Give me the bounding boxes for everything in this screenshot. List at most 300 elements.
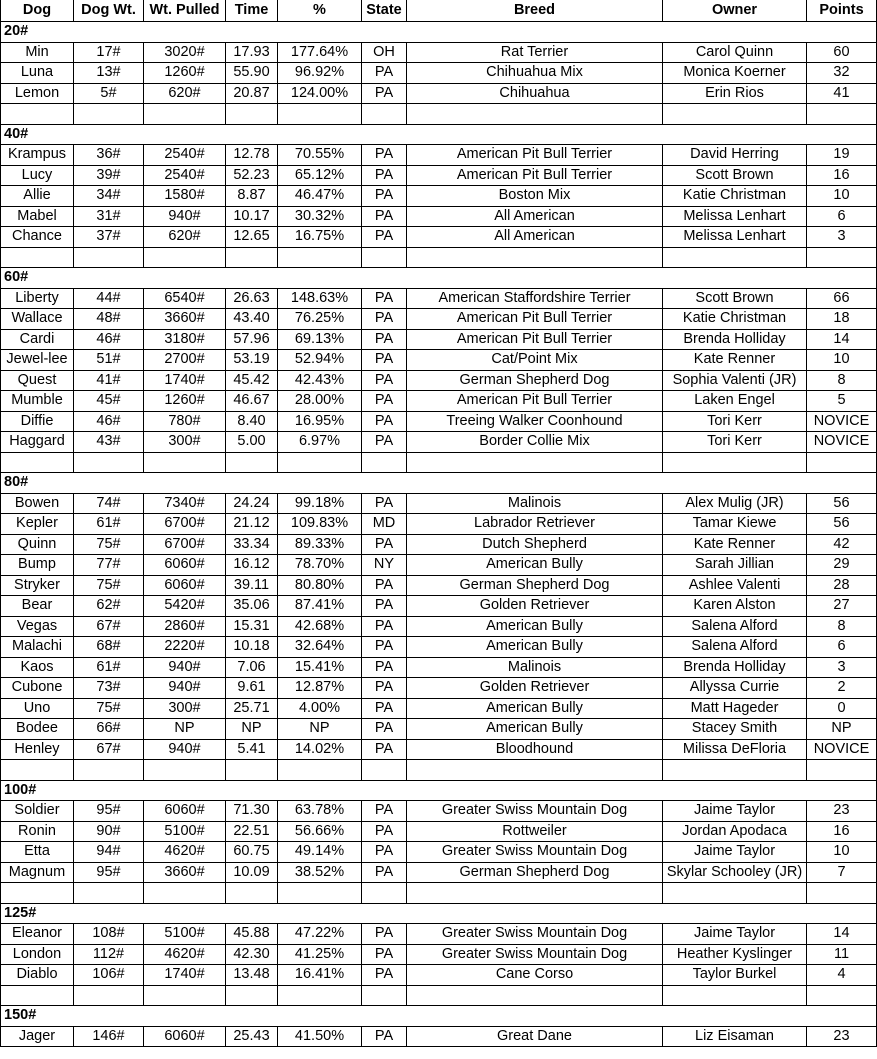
- empty-cell: [663, 104, 807, 125]
- cell-dog: Ronin: [1, 821, 74, 842]
- cell-points: 27: [807, 596, 877, 617]
- cell-points: 8: [807, 370, 877, 391]
- cell-dog: Bodee: [1, 719, 74, 740]
- cell-time: 7.06: [226, 657, 278, 678]
- cell-dog: Vegas: [1, 616, 74, 637]
- cell-breed: Cane Corso: [407, 965, 663, 986]
- spacer-row: [1, 883, 877, 904]
- cell-weight-pulled: 3660#: [144, 309, 226, 330]
- cell-dog-weight: 46#: [74, 411, 144, 432]
- cell-owner: Alex Mulig (JR): [663, 493, 807, 514]
- cell-weight-pulled: 3660#: [144, 862, 226, 883]
- cell-time: NP: [226, 719, 278, 740]
- cell-percent: 42.43%: [278, 370, 362, 391]
- cell-owner: Kate Renner: [663, 534, 807, 555]
- cell-weight-pulled: 6060#: [144, 1026, 226, 1047]
- table-row: [1, 83, 877, 104]
- column-header-weight-pulled: Wt. Pulled: [144, 0, 226, 22]
- cell-time: 20.87: [226, 83, 278, 104]
- cell-breed: Rat Terrier: [407, 42, 663, 63]
- cell-weight-pulled: 2540#: [144, 145, 226, 166]
- cell-owner: David Herring: [663, 145, 807, 166]
- cell-state: PA: [362, 596, 407, 617]
- cell-percent: 78.70%: [278, 555, 362, 576]
- cell-breed: German Shepherd Dog: [407, 370, 663, 391]
- cell-weight-pulled: 1740#: [144, 370, 226, 391]
- cell-weight-pulled: 3180#: [144, 329, 226, 350]
- cell-points: 4: [807, 965, 877, 986]
- cell-owner: Heather Kyslinger: [663, 944, 807, 965]
- empty-cell: [144, 760, 226, 781]
- cell-points: NOVICE: [807, 411, 877, 432]
- cell-time: 45.42: [226, 370, 278, 391]
- cell-dog-weight: 36#: [74, 145, 144, 166]
- cell-breed: Golden Retriever: [407, 596, 663, 617]
- cell-points: 41: [807, 83, 877, 104]
- empty-cell: [74, 247, 144, 268]
- cell-weight-pulled: 2860#: [144, 616, 226, 637]
- cell-dog: Etta: [1, 842, 74, 863]
- cell-dog-weight: 67#: [74, 739, 144, 760]
- cell-percent: 177.64%: [278, 42, 362, 63]
- cell-owner: Jaime Taylor: [663, 842, 807, 863]
- weight-class-label: 150#: [1, 1006, 877, 1027]
- cell-owner: Jaime Taylor: [663, 924, 807, 945]
- empty-cell: [144, 452, 226, 473]
- weight-class-label: 100#: [1, 780, 877, 801]
- cell-dog: Bowen: [1, 493, 74, 514]
- cell-owner: Stacey Smith: [663, 719, 807, 740]
- cell-time: 26.63: [226, 288, 278, 309]
- cell-percent: 6.97%: [278, 432, 362, 453]
- cell-dog: Mabel: [1, 206, 74, 227]
- cell-time: 42.30: [226, 944, 278, 965]
- cell-percent: 80.80%: [278, 575, 362, 596]
- cell-percent: 49.14%: [278, 842, 362, 863]
- cell-time: 21.12: [226, 514, 278, 535]
- cell-owner: Monica Koerner: [663, 63, 807, 84]
- cell-dog-weight: 44#: [74, 288, 144, 309]
- empty-cell: [144, 104, 226, 125]
- cell-breed: American Bully: [407, 616, 663, 637]
- empty-cell: [278, 883, 362, 904]
- cell-dog: Cubone: [1, 678, 74, 699]
- cell-time: 55.90: [226, 63, 278, 84]
- cell-weight-pulled: 6700#: [144, 534, 226, 555]
- cell-time: 60.75: [226, 842, 278, 863]
- cell-percent: 32.64%: [278, 637, 362, 658]
- cell-weight-pulled: NP: [144, 719, 226, 740]
- cell-state: PA: [362, 493, 407, 514]
- empty-cell: [407, 760, 663, 781]
- table-row: [1, 63, 877, 84]
- empty-cell: [807, 985, 877, 1006]
- column-header-state: State: [362, 0, 407, 22]
- cell-owner: Milissa DeFloria: [663, 739, 807, 760]
- cell-dog-weight: 73#: [74, 678, 144, 699]
- cell-weight-pulled: 2700#: [144, 350, 226, 371]
- cell-dog: London: [1, 944, 74, 965]
- table-row: [1, 801, 877, 822]
- empty-cell: [663, 452, 807, 473]
- cell-owner: Melissa Lenhart: [663, 227, 807, 248]
- cell-time: 45.88: [226, 924, 278, 945]
- cell-state: PA: [362, 1026, 407, 1047]
- cell-state: PA: [362, 186, 407, 207]
- spacer-row: [1, 760, 877, 781]
- empty-cell: [407, 883, 663, 904]
- table-row: [1, 432, 877, 453]
- header-row: [1, 0, 877, 22]
- cell-breed: Golden Retriever: [407, 678, 663, 699]
- empty-cell: [362, 104, 407, 125]
- table-row: [1, 329, 877, 350]
- column-header-owner: Owner: [663, 0, 807, 22]
- cell-dog-weight: 66#: [74, 719, 144, 740]
- cell-dog: Kaos: [1, 657, 74, 678]
- cell-breed: All American: [407, 227, 663, 248]
- table-row: [1, 719, 877, 740]
- empty-cell: [663, 247, 807, 268]
- weight-class-row: [1, 22, 877, 43]
- cell-percent: NP: [278, 719, 362, 740]
- cell-weight-pulled: 6540#: [144, 288, 226, 309]
- cell-dog: Mumble: [1, 391, 74, 412]
- table-row: [1, 493, 877, 514]
- cell-weight-pulled: 1260#: [144, 391, 226, 412]
- table-row: [1, 391, 877, 412]
- cell-points: NP: [807, 719, 877, 740]
- cell-breed: Chihuahua Mix: [407, 63, 663, 84]
- cell-breed: Greater Swiss Mountain Dog: [407, 944, 663, 965]
- cell-state: PA: [362, 83, 407, 104]
- cell-weight-pulled: 940#: [144, 739, 226, 760]
- cell-percent: 124.00%: [278, 83, 362, 104]
- empty-cell: [144, 883, 226, 904]
- empty-cell: [407, 104, 663, 125]
- table-row: [1, 657, 877, 678]
- empty-cell: [144, 247, 226, 268]
- table-row: [1, 739, 877, 760]
- table-row: [1, 698, 877, 719]
- cell-dog: Chance: [1, 227, 74, 248]
- cell-weight-pulled: 1260#: [144, 63, 226, 84]
- cell-state: PA: [362, 411, 407, 432]
- cell-breed: Greater Swiss Mountain Dog: [407, 842, 663, 863]
- empty-cell: [74, 104, 144, 125]
- cell-points: 18: [807, 309, 877, 330]
- cell-owner: Kate Renner: [663, 350, 807, 371]
- cell-dog-weight: 77#: [74, 555, 144, 576]
- empty-cell: [1, 883, 74, 904]
- cell-state: NY: [362, 555, 407, 576]
- cell-breed: Great Dane: [407, 1026, 663, 1047]
- cell-time: 8.40: [226, 411, 278, 432]
- cell-owner: Erin Rios: [663, 83, 807, 104]
- cell-breed: American Pit Bull Terrier: [407, 391, 663, 412]
- cell-state: PA: [362, 698, 407, 719]
- cell-state: OH: [362, 42, 407, 63]
- table-row: [1, 616, 877, 637]
- cell-time: 33.34: [226, 534, 278, 555]
- cell-time: 35.06: [226, 596, 278, 617]
- cell-time: 53.19: [226, 350, 278, 371]
- empty-cell: [226, 985, 278, 1006]
- table-row: [1, 534, 877, 555]
- cell-breed: Border Collie Mix: [407, 432, 663, 453]
- cell-dog: Diablo: [1, 965, 74, 986]
- cell-breed: American Pit Bull Terrier: [407, 165, 663, 186]
- cell-owner: Skylar Schooley (JR): [663, 862, 807, 883]
- cell-percent: 38.52%: [278, 862, 362, 883]
- cell-breed: American Bully: [407, 637, 663, 658]
- cell-dog-weight: 5#: [74, 83, 144, 104]
- cell-points: 10: [807, 842, 877, 863]
- cell-dog: Magnum: [1, 862, 74, 883]
- cell-breed: Cat/Point Mix: [407, 350, 663, 371]
- cell-points: 56: [807, 493, 877, 514]
- cell-dog: Stryker: [1, 575, 74, 596]
- empty-cell: [278, 985, 362, 1006]
- cell-time: 12.65: [226, 227, 278, 248]
- empty-cell: [362, 760, 407, 781]
- cell-owner: Jordan Apodaca: [663, 821, 807, 842]
- cell-points: 60: [807, 42, 877, 63]
- cell-percent: 89.33%: [278, 534, 362, 555]
- cell-dog-weight: 95#: [74, 862, 144, 883]
- cell-owner: Carol Quinn: [663, 42, 807, 63]
- cell-time: 43.40: [226, 309, 278, 330]
- cell-state: PA: [362, 63, 407, 84]
- cell-percent: 16.41%: [278, 965, 362, 986]
- empty-cell: [74, 985, 144, 1006]
- cell-points: 3: [807, 657, 877, 678]
- cell-points: 16: [807, 821, 877, 842]
- cell-breed: Bloodhound: [407, 739, 663, 760]
- cell-owner: Sophia Valenti (JR): [663, 370, 807, 391]
- cell-time: 17.93: [226, 42, 278, 63]
- cell-points: 3: [807, 227, 877, 248]
- cell-points: 14: [807, 329, 877, 350]
- table-row: [1, 411, 877, 432]
- cell-dog: Uno: [1, 698, 74, 719]
- cell-dog: Min: [1, 42, 74, 63]
- cell-percent: 109.83%: [278, 514, 362, 535]
- cell-dog-weight: 95#: [74, 801, 144, 822]
- table-row: [1, 965, 877, 986]
- cell-dog: Diffie: [1, 411, 74, 432]
- cell-weight-pulled: 1580#: [144, 186, 226, 207]
- cell-dog: Liberty: [1, 288, 74, 309]
- weight-class-label: 20#: [1, 22, 877, 43]
- cell-percent: 15.41%: [278, 657, 362, 678]
- cell-breed: American Pit Bull Terrier: [407, 145, 663, 166]
- cell-weight-pulled: 4620#: [144, 842, 226, 863]
- cell-dog: Quest: [1, 370, 74, 391]
- cell-state: PA: [362, 944, 407, 965]
- cell-time: 13.48: [226, 965, 278, 986]
- empty-cell: [278, 760, 362, 781]
- weight-class-row: [1, 473, 877, 494]
- cell-weight-pulled: 5420#: [144, 596, 226, 617]
- cell-percent: 4.00%: [278, 698, 362, 719]
- cell-weight-pulled: 1740#: [144, 965, 226, 986]
- cell-breed: American Pit Bull Terrier: [407, 329, 663, 350]
- table-row: [1, 596, 877, 617]
- cell-dog: Jewel-lee: [1, 350, 74, 371]
- cell-points: 11: [807, 944, 877, 965]
- cell-breed: American Bully: [407, 555, 663, 576]
- cell-dog-weight: 108#: [74, 924, 144, 945]
- cell-owner: Ashlee Valenti: [663, 575, 807, 596]
- cell-state: PA: [362, 965, 407, 986]
- cell-points: 10: [807, 350, 877, 371]
- cell-breed: Greater Swiss Mountain Dog: [407, 801, 663, 822]
- cell-owner: Jaime Taylor: [663, 801, 807, 822]
- cell-points: 42: [807, 534, 877, 555]
- empty-cell: [807, 452, 877, 473]
- cell-percent: 16.95%: [278, 411, 362, 432]
- cell-state: PA: [362, 288, 407, 309]
- cell-state: PA: [362, 227, 407, 248]
- spacer-row: [1, 247, 877, 268]
- cell-state: PA: [362, 575, 407, 596]
- cell-points: 56: [807, 514, 877, 535]
- cell-points: 16: [807, 165, 877, 186]
- cell-points: 14: [807, 924, 877, 945]
- cell-points: 19: [807, 145, 877, 166]
- cell-percent: 96.92%: [278, 63, 362, 84]
- cell-state: PA: [362, 801, 407, 822]
- cell-points: 23: [807, 801, 877, 822]
- cell-breed: Labrador Retriever: [407, 514, 663, 535]
- weight-class-row: [1, 268, 877, 289]
- cell-weight-pulled: 940#: [144, 206, 226, 227]
- cell-dog-weight: 51#: [74, 350, 144, 371]
- cell-time: 10.09: [226, 862, 278, 883]
- cell-points: 23: [807, 1026, 877, 1047]
- cell-breed: All American: [407, 206, 663, 227]
- table-row: [1, 575, 877, 596]
- cell-time: 25.43: [226, 1026, 278, 1047]
- table-row: [1, 862, 877, 883]
- weight-class-label: 40#: [1, 124, 877, 145]
- cell-owner: Taylor Burkel: [663, 965, 807, 986]
- table-row: [1, 821, 877, 842]
- cell-percent: 46.47%: [278, 186, 362, 207]
- cell-state: PA: [362, 924, 407, 945]
- empty-cell: [807, 247, 877, 268]
- empty-cell: [807, 883, 877, 904]
- cell-breed: Boston Mix: [407, 186, 663, 207]
- cell-dog: Bump: [1, 555, 74, 576]
- weight-class-row: [1, 903, 877, 924]
- cell-breed: Treeing Walker Coonhound: [407, 411, 663, 432]
- cell-state: PA: [362, 842, 407, 863]
- cell-points: 6: [807, 637, 877, 658]
- cell-percent: 69.13%: [278, 329, 362, 350]
- cell-dog-weight: 61#: [74, 657, 144, 678]
- empty-cell: [278, 104, 362, 125]
- empty-cell: [362, 247, 407, 268]
- table-body: [1, 22, 877, 1047]
- table-row: [1, 350, 877, 371]
- cell-owner: Liz Eisaman: [663, 1026, 807, 1047]
- cell-owner: Tori Kerr: [663, 411, 807, 432]
- cell-time: 10.17: [226, 206, 278, 227]
- cell-breed: Dutch Shepherd: [407, 534, 663, 555]
- cell-owner: Brenda Holliday: [663, 657, 807, 678]
- cell-time: 12.78: [226, 145, 278, 166]
- cell-state: MD: [362, 514, 407, 535]
- cell-breed: Chihuahua: [407, 83, 663, 104]
- cell-dog-weight: 146#: [74, 1026, 144, 1047]
- cell-points: 28: [807, 575, 877, 596]
- cell-weight-pulled: 5100#: [144, 821, 226, 842]
- cell-dog-weight: 106#: [74, 965, 144, 986]
- table-row: [1, 145, 877, 166]
- cell-state: PA: [362, 165, 407, 186]
- spacer-row: [1, 452, 877, 473]
- column-header-dog: Dog: [1, 0, 74, 22]
- weight-class-row: [1, 124, 877, 145]
- cell-owner: Sarah Jillian: [663, 555, 807, 576]
- cell-dog-weight: 37#: [74, 227, 144, 248]
- cell-state: PA: [362, 657, 407, 678]
- cell-time: 9.61: [226, 678, 278, 699]
- cell-time: 71.30: [226, 801, 278, 822]
- cell-weight-pulled: 940#: [144, 678, 226, 699]
- cell-breed: American Bully: [407, 719, 663, 740]
- table-row: [1, 678, 877, 699]
- table-row: [1, 206, 877, 227]
- cell-state: PA: [362, 616, 407, 637]
- empty-cell: [226, 104, 278, 125]
- cell-points: NOVICE: [807, 432, 877, 453]
- cell-owner: Melissa Lenhart: [663, 206, 807, 227]
- column-header-percent: %: [278, 0, 362, 22]
- cell-percent: 56.66%: [278, 821, 362, 842]
- empty-cell: [74, 760, 144, 781]
- column-header-dog-weight: Dog Wt.: [74, 0, 144, 22]
- cell-dog-weight: 31#: [74, 206, 144, 227]
- cell-dog-weight: 62#: [74, 596, 144, 617]
- cell-owner: Scott Brown: [663, 288, 807, 309]
- cell-dog: Wallace: [1, 309, 74, 330]
- cell-percent: 14.02%: [278, 739, 362, 760]
- table-header: [1, 0, 877, 22]
- empty-cell: [74, 883, 144, 904]
- cell-percent: 47.22%: [278, 924, 362, 945]
- empty-cell: [226, 760, 278, 781]
- weight-class-label: 60#: [1, 268, 877, 289]
- cell-time: 22.51: [226, 821, 278, 842]
- cell-points: 2: [807, 678, 877, 699]
- table-row: [1, 165, 877, 186]
- empty-cell: [1, 247, 74, 268]
- cell-dog: Luna: [1, 63, 74, 84]
- cell-weight-pulled: 6060#: [144, 555, 226, 576]
- cell-points: 6: [807, 206, 877, 227]
- cell-state: PA: [362, 432, 407, 453]
- cell-weight-pulled: 6060#: [144, 575, 226, 596]
- cell-state: PA: [362, 719, 407, 740]
- empty-cell: [362, 985, 407, 1006]
- cell-percent: 16.75%: [278, 227, 362, 248]
- cell-dog: Lemon: [1, 83, 74, 104]
- cell-state: PA: [362, 206, 407, 227]
- cell-dog-weight: 61#: [74, 514, 144, 535]
